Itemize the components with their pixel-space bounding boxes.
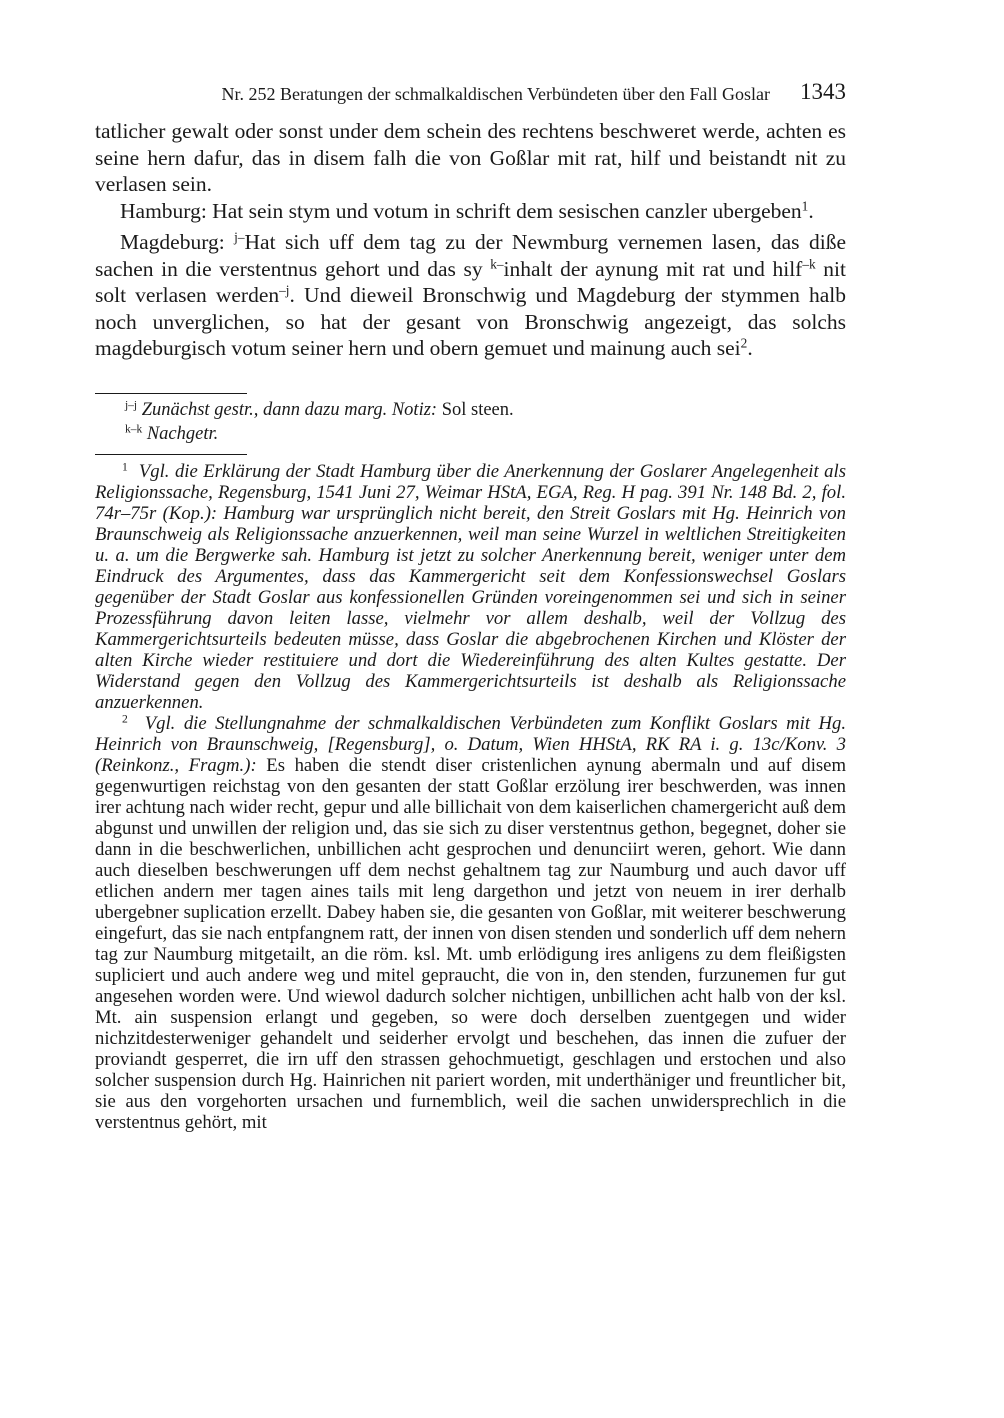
textual-notes bbox=[95, 398, 846, 446]
footnote-italic: Vgl. die Stellungnahme der schmalkaldischen Verbündeten zum Konflikt Goslars mit Hg. Heinrich von Braunschweig, [Regensburg], o. Datum, Wien HHStA, RK RA i. g. 13c/Konv. 3 (Reinkonz., Fragm.): bbox=[95, 712, 846, 776]
footnote-ref-2: 2 bbox=[740, 335, 748, 351]
textnote-mark: j–j bbox=[125, 399, 138, 412]
footnote-1 bbox=[95, 461, 846, 713]
page-number: 1343 bbox=[800, 79, 846, 104]
textnote-mark-j-open: j– bbox=[234, 229, 245, 245]
footnote-number: 1 bbox=[122, 460, 128, 474]
paragraph-text: Hat sich uff dem tag zu der Newmburg vernemen lasen, das diße sachen in die verstentnus gehort und das sy bbox=[95, 230, 846, 281]
paragraph-magdeburg bbox=[95, 229, 846, 362]
textnote-roman: Sol steen. bbox=[437, 399, 514, 420]
running-title: Nr. 252 Beratungen der schmalkaldischen Verbündeten über den Fall Goslar bbox=[221, 84, 770, 104]
paragraph-continuation: tatlicher gewalt oder sonst under dem schein des rechtens beschweret werde, achten es seine hern dafur, das in disem falh die von Goßlar mit rat, hilf und beistandt nit zu verlasen sein. bbox=[95, 119, 846, 196]
footnotes bbox=[95, 461, 846, 1133]
main-text bbox=[95, 118, 846, 362]
punctuation: . bbox=[808, 198, 814, 223]
textnote-k bbox=[125, 422, 846, 446]
page bbox=[95, 78, 846, 1133]
textnote-mark-j-close: –j bbox=[279, 282, 290, 298]
paragraph-text: nit solt verlasen werden bbox=[95, 256, 846, 307]
footnote-2 bbox=[95, 713, 846, 1133]
punctuation: . bbox=[747, 336, 753, 360]
footnote-roman: Es haben die stendt diser cristenlichen aynung abermaln und auf disem gegenwurtigen reichstag von den gesanten der statt Goßlar erzölung irer beschwerden, was innen irer achtung nach wider recht, gepur und alle billichait von dem kaiserlichen chamergericht auß dem abgunst und unwillen der religion und, das sie sich zu diser verstentnus gethon, begegnet, doher sie dann in die beschwerlichen, unbillichen acht gesprochen und denunciirt weren, gehort. Wie dann auch dieselben beschwerungen uff dem nechst gehaltnem tag zur Naumburg und auch davor uff etlichen andern mer tagen aines tails mit leng dargethon und jetzt von neuem in irer derhalb ubergebner suplication erzellt. Dabey haben sie, die gesanten von Goßlar, mit weiterer beschwerung eingefurt, das sie nach entpfangnem ratt, der innen von disen stenden und sonderlich uff dem nehern tag zur Naumburg mitgetailt, an die röm. ksl. Mt. umb erlödigung ires anligens zu dem fleißigsten supliciert und auch andere weg und mitel gepraucht, die von in, den stenden, furzunemen fur gut angesehen worden were. Und wiewol dadurch solcher nichtigen, unbillichen acht halb von der ksl. Mt. ain suspension erlangt und gegeben, so were doch derselben zuentgegen und wider nichzitdesterweniger gehandelt und seiderher ervolgt und beschehen, das innen die zufuer der proviandt gesperret, die irn uff den strassen gehochmuetigt, geschlagen und erstochen und also solcher suspension durch Hg. Hainrichen nit pariert worden, mit underthäniger und freuntlicher bit, sie aus den vorgehorten ursachen und furnemblich, weil die sachen unwidersprechlich in die verstentnus gehört, mit bbox=[95, 754, 847, 1133]
paragraph-text: inhalt der aynung mit rat und hilf bbox=[503, 256, 803, 281]
paragraph-text: . Und dieweil Bronschwig und Magdeburg der stymmen halb noch unverglichen, so hat der gesant von Bronschwig angezeigt, das solchs magdeburgisch votum seiner hern und obern gemuet und mainung auch sei bbox=[95, 283, 846, 360]
footnotes-divider bbox=[95, 454, 247, 455]
footnote-ref-1: 1 bbox=[801, 198, 809, 214]
textnote-italic: Zunächst gestr., dann dazu marg. Notiz: bbox=[141, 399, 438, 420]
textnote-mark-k-open: k– bbox=[490, 256, 504, 272]
running-header bbox=[95, 78, 846, 108]
textnote-mark-k-close: –k bbox=[802, 256, 816, 272]
paragraph-text: Hamburg: Hat sein stym und votum in schrift dem sesischen canzler ubergeben bbox=[120, 198, 802, 223]
paragraph-text: Magdeburg: bbox=[120, 230, 235, 254]
textnote-mark: k–k bbox=[125, 423, 143, 436]
textnote-j bbox=[125, 398, 846, 422]
footnote-number: 2 bbox=[122, 712, 128, 726]
textnote-italic: Nachgetr. bbox=[146, 423, 219, 444]
footnote-italic: Vgl. die Erklärung der Stadt Hamburg über die Anerkennung der Goslarer Angelegenheit als Religionssache, Regensburg, 1541 Juni 27, Weimar HStA, EGA, Reg. H pag. 391 Nr. 148 Bd. 2, fol. 74r–75r (Kop.): Hamburg war ursprünglich nicht bereit, den Streit Goslars mit Hg. Heinrich von Braunschweig als Religionssache anzuerkennen, weil man seine Wurzel in weltlichen Streitigkeiten u. a. um die Bergwerke sah. Hamburg ist jetzt zu solcher Anerkennung bereit, weniger unter dem Eindruck des Argumentes, dass das Kammergericht seit dem Konfessionswechsel Goslars gegenüber der Stadt Goslar aus konfessionellen Gründen voreingenommen sei und sich in seiner Prozessführung davon leiten lasse, vielmehr vor allem deshalb, weil der Vollzug des Kammergerichtsurteils bedeuten müsse, dass Goslar die abgebrochenen Kirchen und Klöster der alten Kirche wieder restituiere und dort die Wiedereinführung des alten Kultes gestatte. Der Widerstand gegen den Vollzug des Kammergerichtsurteils ist deshalb als Religionssache anzuerkennen. bbox=[95, 460, 846, 713]
paragraph-hamburg bbox=[95, 198, 846, 225]
textnotes-divider bbox=[95, 393, 247, 394]
